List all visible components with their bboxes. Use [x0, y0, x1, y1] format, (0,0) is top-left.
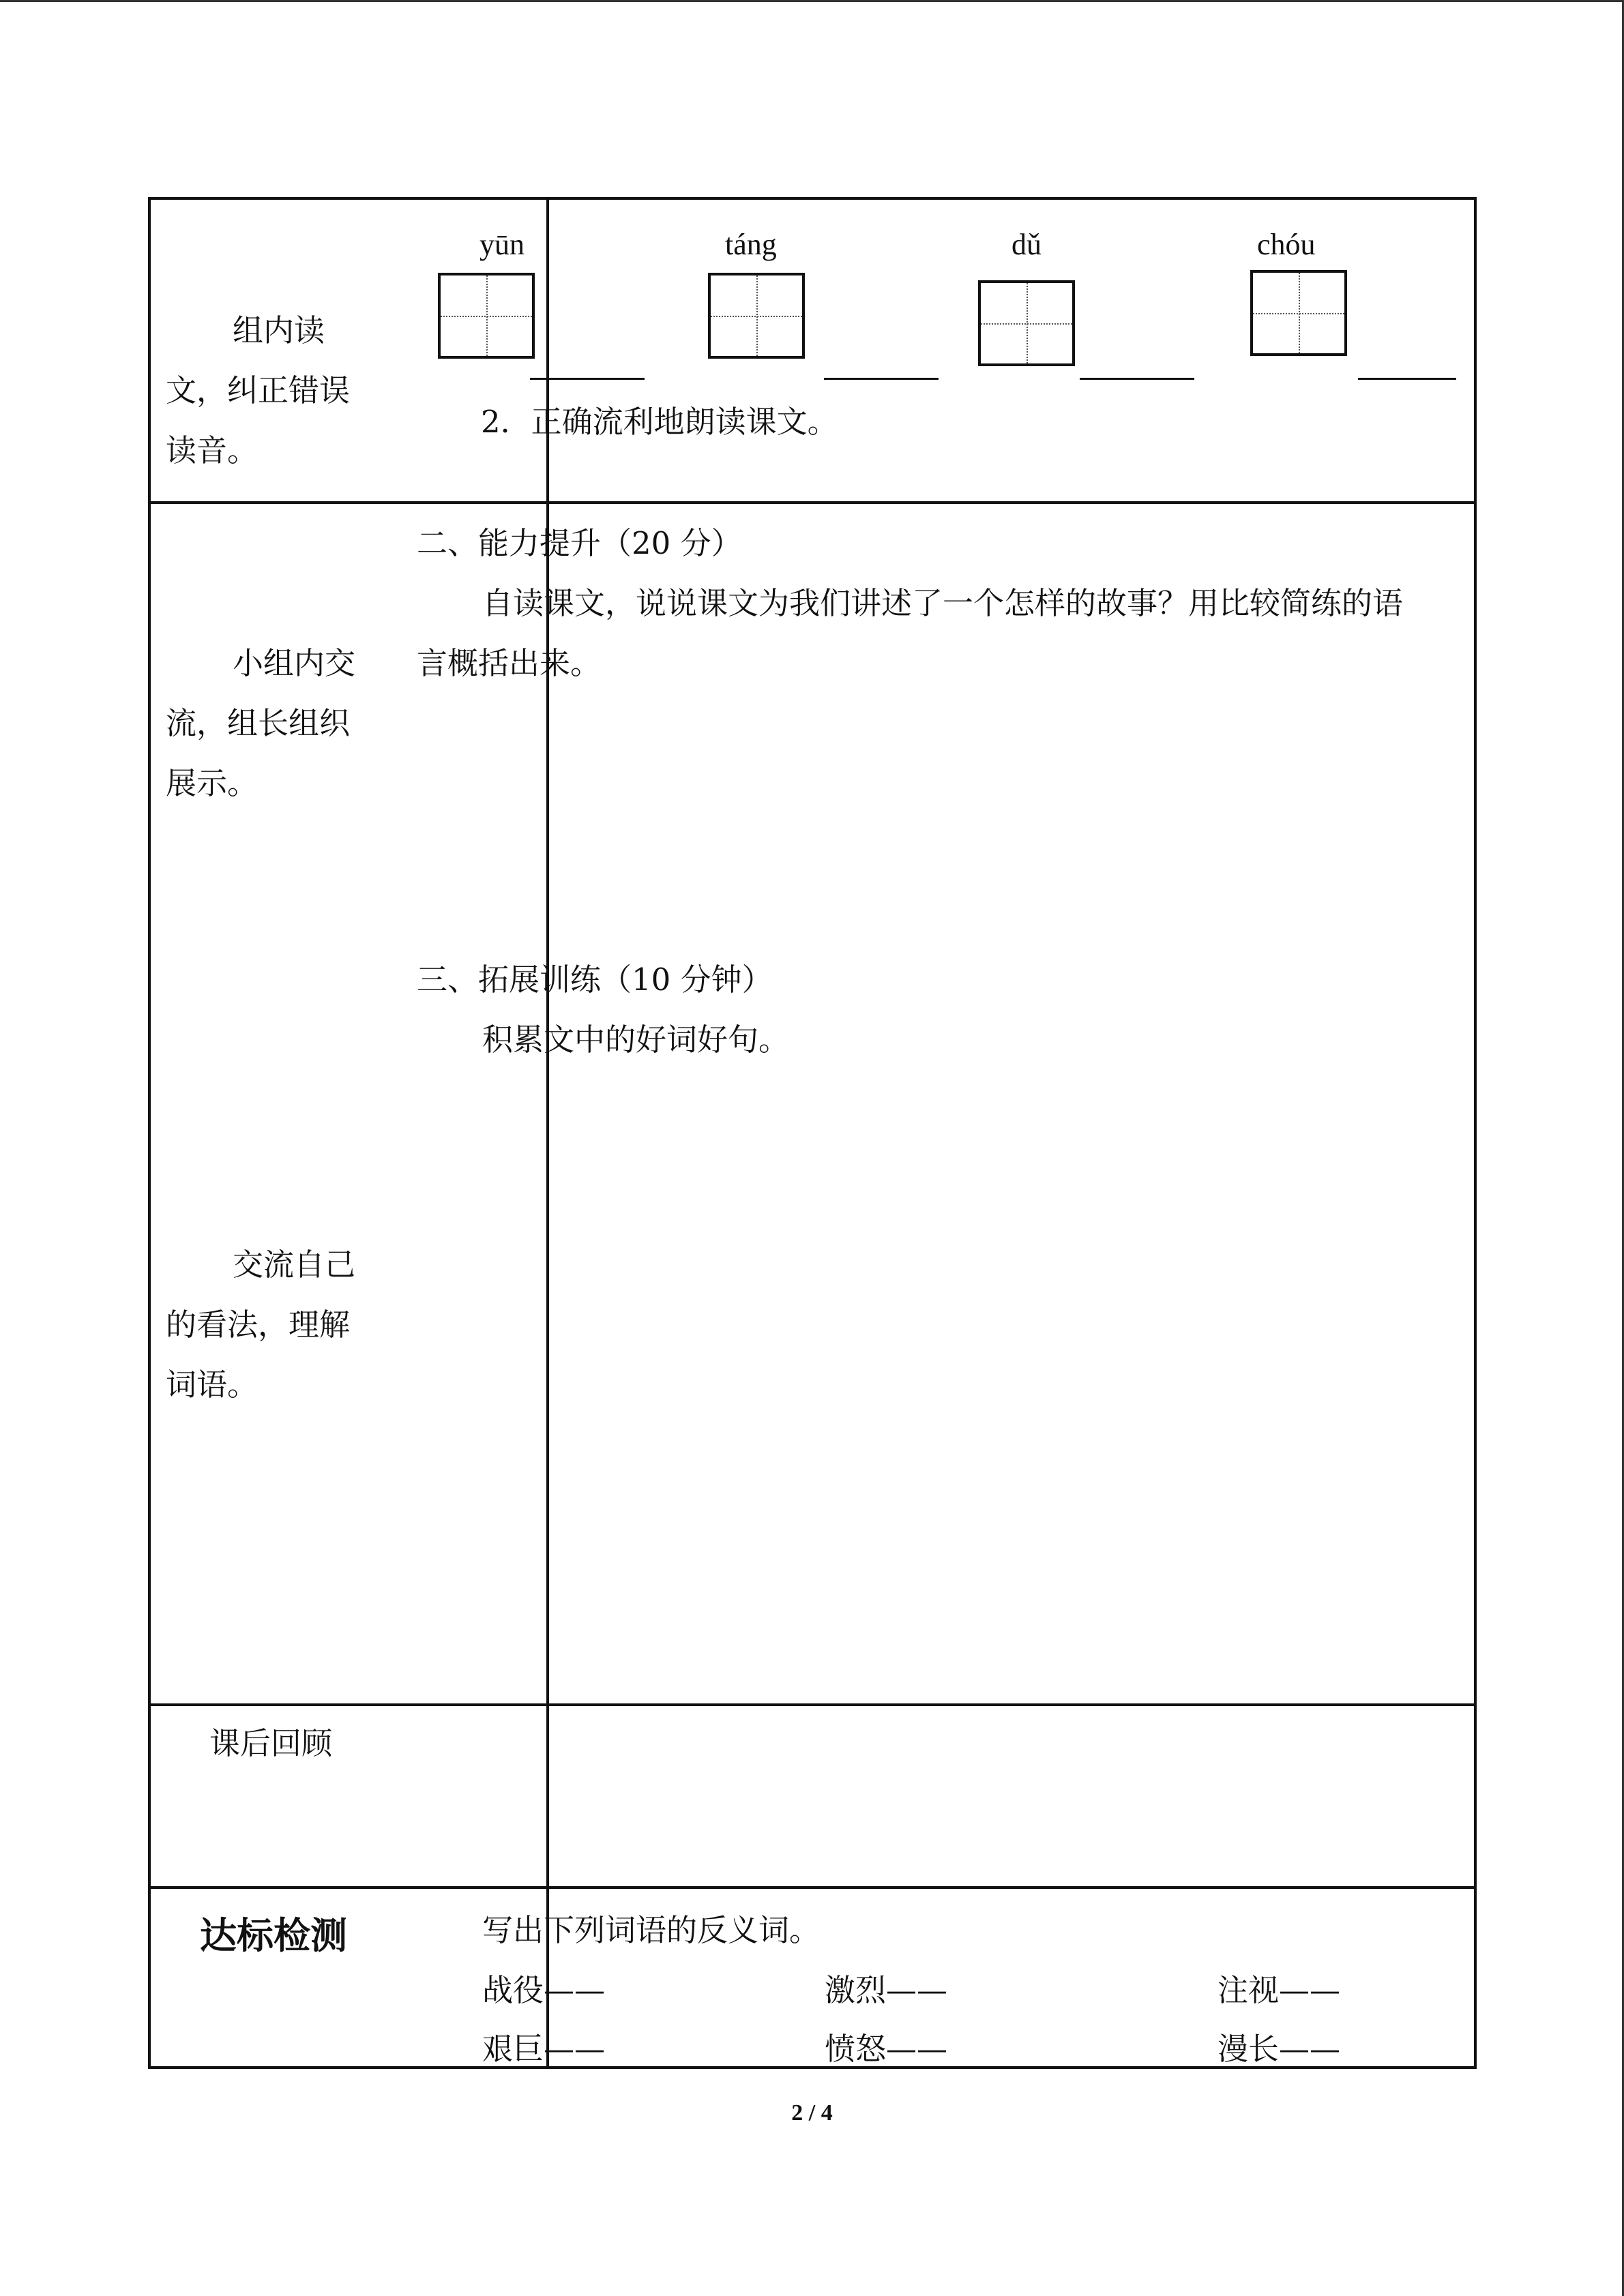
test-label: 达标检测 — [200, 1914, 347, 1957]
pinyin-label: yūn — [479, 228, 525, 261]
question-text: 言概括出来。 — [417, 645, 602, 681]
tianzige-box[interactable] — [438, 273, 535, 359]
pinyin-label: dǔ — [1012, 228, 1042, 261]
review-label: 课后回顾 — [209, 1725, 333, 1761]
pinyin-label: táng — [725, 228, 777, 261]
pinyin-label: chóu — [1257, 228, 1316, 261]
column-divider — [546, 200, 549, 2066]
answer-blank[interactable] — [530, 378, 645, 380]
worksheet-table — [148, 197, 1477, 2069]
row-divider — [151, 501, 1474, 504]
answer-blank[interactable] — [1358, 378, 1456, 380]
row-divider — [151, 1703, 1474, 1706]
antonym-item: 战役—— — [482, 1972, 606, 2008]
tianzige-box[interactable] — [1250, 270, 1347, 356]
answer-blank[interactable] — [824, 378, 939, 380]
page-border — [0, 0, 1624, 2]
tianzige-box[interactable] — [978, 280, 1075, 366]
row-divider — [151, 1886, 1474, 1889]
instruction-line: 流，组长组织 — [166, 705, 351, 741]
instruction-line: 的看法，理解 — [166, 1307, 351, 1343]
reading-task: 2．正确流利地朗读课文。 — [481, 404, 838, 440]
antonym-item: 注视—— — [1217, 1972, 1341, 2008]
question-text: 自读课文，说说课文为我们讲述了一个怎样的故事？用比较简练的语 — [482, 585, 1404, 621]
antonym-item: 艰巨—— — [482, 2031, 606, 2067]
test-instruction: 写出下列词语的反义词。 — [482, 1912, 821, 1948]
task-text: 积累文中的好词好句。 — [482, 1022, 790, 1058]
antonym-item: 愤怒—— — [825, 2031, 948, 2067]
instruction-line: 文，纠正错误 — [166, 372, 351, 408]
answer-blank[interactable] — [1080, 378, 1194, 380]
antonym-item: 激烈—— — [825, 1972, 948, 2008]
instruction-line: 展示。 — [166, 765, 259, 801]
instruction-line: 小组内交 — [233, 645, 356, 681]
tianzige-box[interactable] — [708, 273, 805, 359]
instruction-line: 词语。 — [166, 1367, 259, 1403]
instruction-line: 读音。 — [166, 432, 259, 468]
antonym-item: 漫长—— — [1217, 2031, 1341, 2067]
page-number: 2 / 4 — [791, 2100, 833, 2126]
discussion-instruction — [166, 1235, 534, 1415]
instruction-line: 交流自己 — [233, 1247, 356, 1283]
section-heading: 三、拓展训练（10 分钟） — [417, 961, 773, 998]
section-heading: 二、能力提升（20 分） — [417, 525, 742, 561]
instruction-line: 组内读 — [233, 312, 325, 348]
